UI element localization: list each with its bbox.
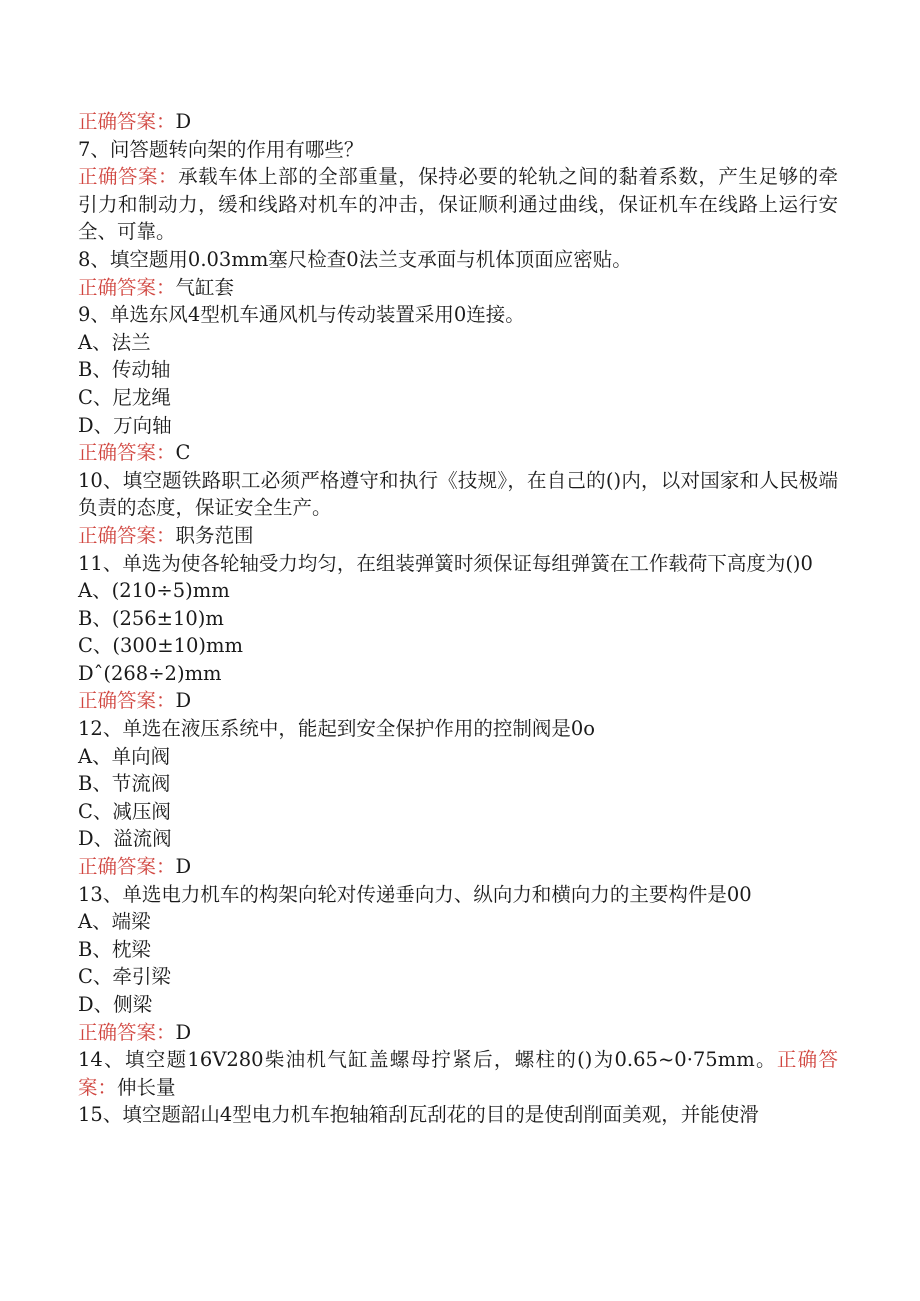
- answer-value: 承载车体上部的全部重量，保持必要的轮轨之间的黏着系数，产生足够的牵引力和制动力，缓和线路对机车的冲击，保证顺利通过曲线，保证机车在线路上运行安全、可靠。: [78, 165, 838, 244]
- answer-value: 伸长量: [117, 1075, 176, 1099]
- option-a: A、端梁: [78, 910, 151, 934]
- answer-label: 正确答案：: [78, 689, 176, 713]
- question-15: 15、填空题韶山4型电力机车抱轴箱刮瓦刮花的目的是使刮削面美观，并能使滑: [78, 1103, 759, 1127]
- option-c: C、尼龙绳: [78, 385, 171, 409]
- question-9: 9、单选东风4型机车通风机与传动装置采用0连接。: [78, 303, 525, 327]
- option-d: Dˆ(268÷2)mm: [78, 661, 222, 685]
- answer-line: [78, 853, 838, 881]
- answer-line: [78, 1019, 838, 1047]
- answer-label: 正确答案：: [78, 441, 176, 465]
- answer-line: [78, 439, 838, 467]
- question-text: 14、填空题16V280柴油机气缸盖螺母拧紧后，螺柱的()为0.65~0·75mm。: [78, 1048, 777, 1072]
- question-14: [78, 1046, 838, 1101]
- answer-label: 正确答案：: [78, 1020, 176, 1044]
- answer-label: 正确答案：: [78, 110, 176, 133]
- option-b: B、(256±10)m: [78, 606, 224, 630]
- answer-label: 正确答案：: [78, 855, 176, 879]
- option-a: A、法兰: [78, 330, 151, 354]
- answer-line: [78, 274, 838, 302]
- option-b: B、枕梁: [78, 937, 151, 961]
- option-d: D、侧梁: [78, 993, 153, 1016]
- option-b: B、传动轴: [78, 358, 171, 382]
- answer-line: [78, 687, 838, 715]
- option-c: C、(300±10)mm: [78, 634, 243, 658]
- question-10: 10、填空题铁路职工必须严格遵守和执行《技规》，在自己的()内，以对国家和人民极端负责的态度，保证安全生产。: [78, 468, 838, 520]
- option-c: C、减压阀: [78, 799, 171, 823]
- option-a: A、(210÷5)mm: [78, 579, 230, 603]
- answer-line: [78, 108, 838, 136]
- answer-value: D: [175, 1020, 192, 1044]
- option-d: D、溢流阀: [78, 827, 172, 851]
- answer-line: [78, 163, 838, 246]
- option-c: C、牵引梁: [78, 965, 171, 989]
- answer-label: 正确答案：: [78, 165, 179, 189]
- answer-label: 正确答案：: [78, 523, 176, 547]
- answer-line: [78, 522, 838, 550]
- answer-value: D: [175, 110, 192, 133]
- answer-value: C: [175, 441, 191, 465]
- option-a: A、单向阀: [78, 744, 171, 768]
- answer-value: D: [175, 689, 192, 713]
- answer-label: 正确答案：: [78, 1048, 838, 1099]
- question-13: 13、单选电力机车的构架向轮对传递垂向力、纵向力和横向力的主要构件是00: [78, 882, 752, 906]
- question-8: 8、填空题用0.03mm塞尺检查0法兰支承面与机体顶面应密贴。: [78, 247, 632, 271]
- answer-value: 气缸套: [175, 275, 235, 299]
- option-b: B、节流阀: [78, 772, 171, 796]
- answer-value: D: [175, 855, 192, 879]
- answer-value: 职务范围: [175, 523, 254, 547]
- question-list: [78, 108, 838, 1129]
- answer-label: 正确答案：: [78, 275, 176, 299]
- question-7: 7、问答题转向架的作用有哪些？: [78, 137, 364, 161]
- option-d: D、万向轴: [78, 413, 172, 437]
- question-12: 12、单选在液压系统中，能起到安全保护作用的控制阀是0o: [78, 717, 595, 741]
- question-11: 11、单选为使各轮轴受力均匀，在组装弹簧时须保证每组弹簧在工作载荷下高度为()0: [78, 551, 813, 575]
